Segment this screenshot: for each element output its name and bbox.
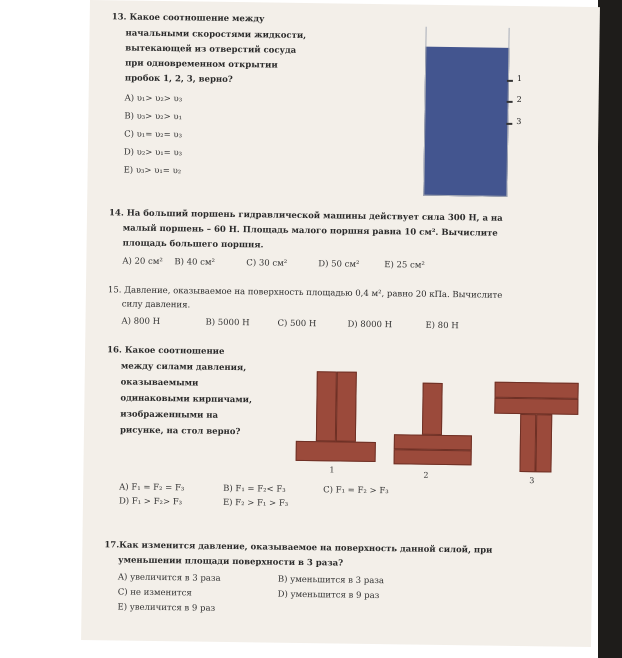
outlet-label-1: 1 <box>516 73 523 84</box>
brick-3a <box>494 382 578 399</box>
q13-option-c: C) υ₁= υ₂= υ₃ <box>124 129 183 141</box>
q17-option-a: A) увеличится в 3 раза <box>117 572 221 584</box>
q16-option-b: B) F₁ = F₂< F₃ <box>223 483 286 495</box>
brick-2a <box>422 383 443 435</box>
q14-option-a: A) 20 см² <box>122 256 163 268</box>
q16-line-2: между силами давления, <box>120 361 247 374</box>
q16-option-a: A) F₁ = F₂ = F₃ <box>119 482 185 494</box>
q15-option-a: A) 800 Н <box>121 316 161 328</box>
q16-option-e: E) F₂ > F₁ > F₃ <box>222 497 289 509</box>
vessel-wall <box>423 27 509 197</box>
q17-option-b: B) уменьшится в 3 раза <box>277 574 385 587</box>
q13-option-e: E) υ₃> υ₁= υ₂ <box>123 165 182 177</box>
q15-option-b: B) 5000 Н <box>205 317 250 329</box>
brick-2b <box>394 434 472 450</box>
q15-line-2: силу давления. <box>121 299 191 311</box>
outlet-label-3: 3 <box>516 116 522 127</box>
q14-line-3: площадь большего поршня. <box>122 238 264 251</box>
outlet-3 <box>506 123 512 125</box>
q17-line-1: 17.Как изменится давление, оказываемое на поверхность данной силой, при <box>104 540 493 556</box>
q14-line-2: малый поршень – 60 Н. Площадь малого поршня равна 10 см². Вычислите <box>122 223 498 239</box>
q13-option-a: A) υ₁> υ₂> υ₃ <box>124 93 183 105</box>
q13-line-2: начальными скоростями жидкости, <box>125 28 307 42</box>
background-edge <box>598 0 622 658</box>
q15-line-1: 15. Давление, оказываемое на поверхность площадью 0,4 м², равно 20 кПа. Вычислите <box>107 285 503 301</box>
q16-line-5: изображенными на <box>120 409 219 421</box>
q17-option-d: D) уменьшится в 9 раз <box>277 589 380 602</box>
q17-line-2: уменьшении площади поверхности в 3 раза? <box>118 555 344 569</box>
q14-option-d: D) 50 см² <box>318 259 360 270</box>
q15-option-d: D) 8000 Н <box>347 319 393 331</box>
brick-1b <box>336 371 357 441</box>
brick-3c <box>519 414 536 472</box>
outlet-2 <box>507 101 513 103</box>
brick-3d <box>535 414 552 472</box>
q16-option-d: D) F₁ > F₂> F₃ <box>118 496 183 508</box>
q17-option-c: C) не изменится <box>117 587 192 599</box>
q15-option-e: E) 80 Н <box>425 320 459 332</box>
q13-option-b: B) υ₃> υ₂> υ₁ <box>124 111 183 123</box>
q13-line-1: 13. Какое соотношение между <box>111 12 265 25</box>
q16-line-1: 16. Какое соотношение <box>107 345 225 357</box>
q13-line-4: при одновременном открытии <box>125 58 278 71</box>
figure-label-3: 3 <box>529 476 535 486</box>
q17-option-e: E) увеличится в 9 раз <box>117 602 216 614</box>
q14-option-e: E) 25 см² <box>384 260 425 271</box>
brick-1a <box>316 371 337 441</box>
q13-line-3: вытекающей из отверстий сосуда <box>125 43 297 56</box>
q16-line-3: оказываемыми <box>120 377 199 389</box>
outlet-1 <box>507 80 513 82</box>
figure-label-2: 2 <box>423 470 429 480</box>
q16-option-c: C) F₁ = F₂ > F₃ <box>323 485 389 497</box>
q15-option-c: C) 500 Н <box>277 318 317 330</box>
vessel-figure <box>423 27 523 198</box>
q14-option-c: C) 30 см² <box>246 258 288 269</box>
brick-3b <box>494 398 578 415</box>
brick-1c <box>296 441 376 462</box>
q13-option-d: D) υ₂> υ₁= υ₃ <box>123 147 183 159</box>
q16-line-4: одинаковыми кирпичами, <box>120 393 253 406</box>
q16-line-6: рисунке, на стол верно? <box>119 425 241 438</box>
textbook-page <box>81 0 600 647</box>
q14-option-b: B) 40 см² <box>174 257 215 268</box>
brick-2c <box>394 449 472 465</box>
q14-line-1: 14. На больший поршень гидравлической машины действует сила 300 Н, а на <box>108 208 503 224</box>
figure-label-1: 1 <box>329 465 335 475</box>
q13-line-5: пробок 1, 2, 3, верно? <box>124 73 233 86</box>
outlet-label-2: 2 <box>516 94 522 105</box>
